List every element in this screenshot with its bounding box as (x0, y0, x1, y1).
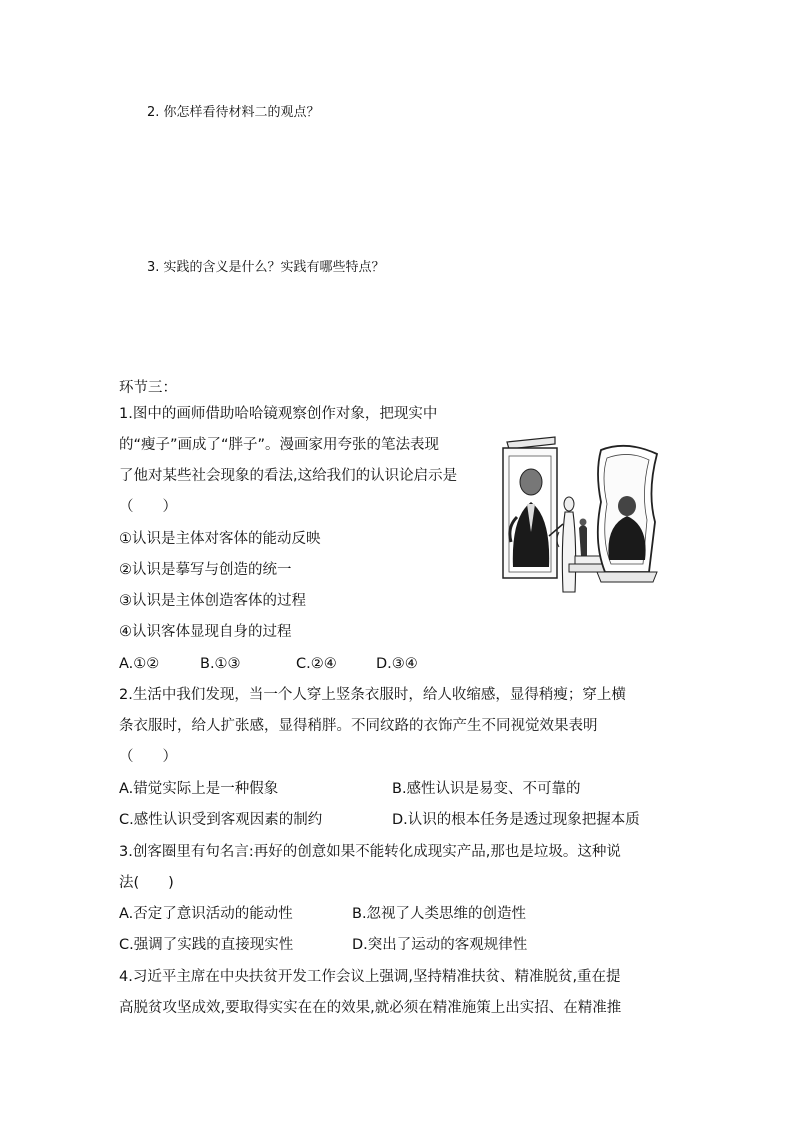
section-title: 环节三： (119, 380, 177, 396)
q4-stem-line-1: 4.习近平主席在中央扶贫开发工作会议上强调,坚持精准扶贫、精准脱贫,重在提 (119, 969, 621, 985)
q2-option-b: B.感性认识是易变、不可靠的 (392, 781, 581, 797)
q3-option-a: A.否定了意识活动的能动性 (119, 906, 293, 922)
q3-option-c: C.强调了实践的直接现实性 (119, 937, 294, 953)
q3-option-b: B.忽视了人类思维的创造性 (352, 906, 527, 922)
q1-stem-line-4: （ ） (119, 499, 177, 515)
q1-stem-line-2: 的“瘦子”画成了“胖子”。漫画家用夸张的笔法表现 (119, 437, 440, 453)
material-question-2: 2. 你怎样看待材料二的观点？ (147, 105, 320, 120)
q2-stem-line-1: 2.生活中我们发现，当一个人穿上竖条衣服时，给人收缩感，显得稍瘦；穿上横 (119, 687, 626, 703)
q1-statement-3: ③认识是主体创造客体的过程 (119, 593, 306, 609)
q4-stem-line-2: 高脱贫攻坚成效,要取得实实在在的效果,就必须在精准施策上出实招、在精准推 (119, 1000, 622, 1016)
q1-stem-line-1: 1.图中的画师借助哈哈镜观察创作对象，把现实中 (119, 406, 438, 422)
q1-statement-2: ②认识是摹写与创造的统一 (119, 562, 292, 578)
q2-option-d: D.认识的根本任务是透过现象把握本质 (392, 812, 640, 828)
q1-option-d: D.③④ (376, 656, 418, 672)
q1-option-b: B.①③ (200, 656, 241, 672)
q1-option-c: C.②④ (296, 656, 337, 672)
q2-stem-line-3: （ ） (119, 749, 177, 765)
material-question-3: 3. 实践的含义是什么？实践有哪些特点？ (147, 260, 385, 275)
q3-stem-line-1: 3.创客圈里有句名言:再好的创意如果不能转化成现实产品,那也是垃圾。这种说 (119, 844, 621, 860)
q3-stem-line-2: 法( ) (119, 875, 174, 891)
q1-stem-line-3: 了他对某些社会现象的看法,这给我们的认识论启示是 (119, 468, 458, 484)
q2-option-c: C.感性认识受到客观因素的制约 (119, 812, 323, 828)
q2-option-a: A.错觉实际上是一种假象 (119, 781, 279, 797)
q3-option-d: D.突出了运动的客观规律性 (352, 937, 528, 953)
q2-stem-line-2: 条衣服时，给人扩张感，显得稍胖。不同纹路的衣饰产生不同视觉效果表明 (119, 718, 598, 734)
q1-option-a: A.①② (119, 656, 160, 672)
q1-statement-4: ④认识客体显现自身的过程 (119, 624, 292, 640)
q1-statement-1: ①认识是主体对客体的能动反映 (119, 531, 321, 547)
cartoon-illustration (497, 432, 669, 600)
